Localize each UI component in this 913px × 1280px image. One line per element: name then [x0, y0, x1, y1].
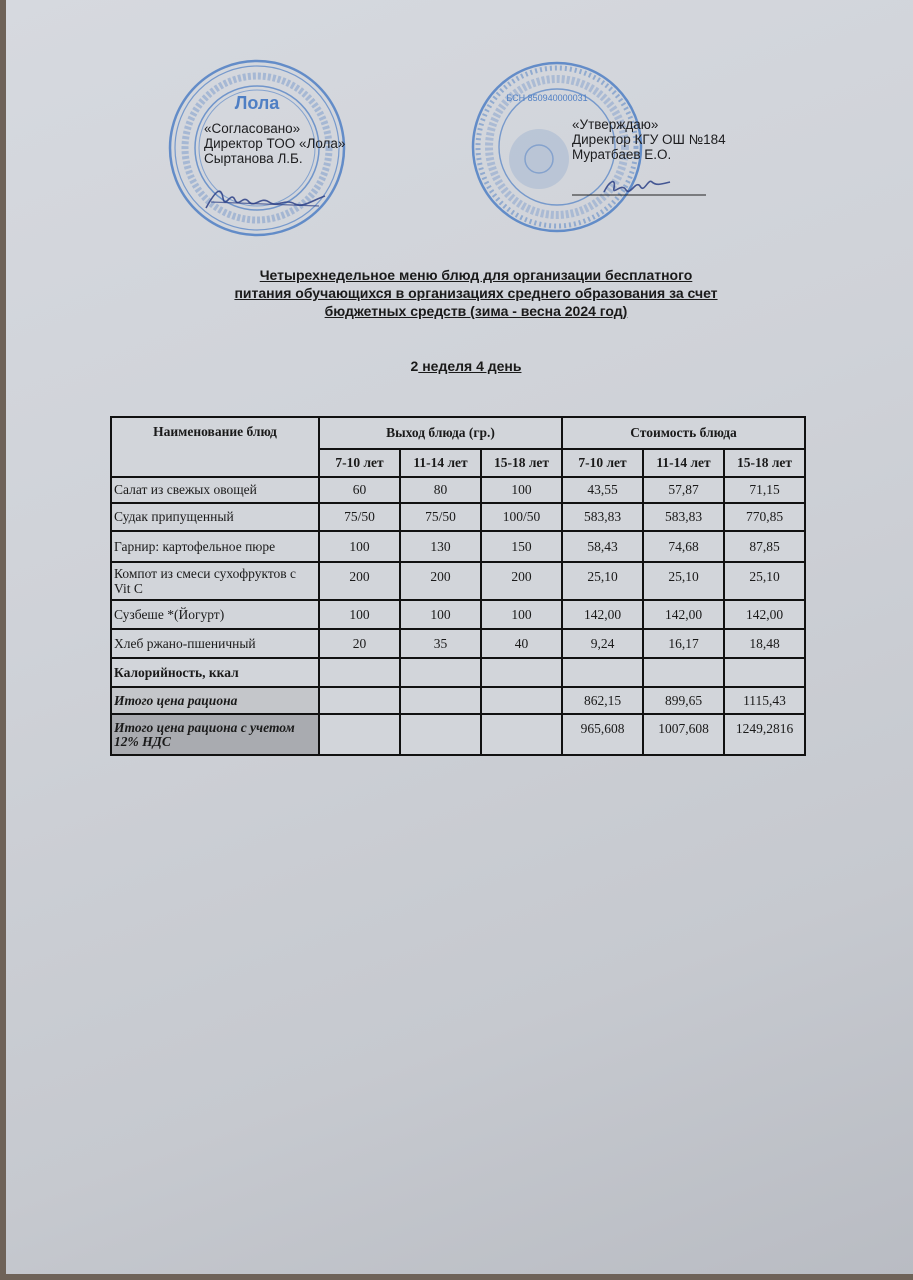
- dish-name: Гарнир: картофельное пюре: [111, 531, 319, 562]
- week-number: 2: [410, 358, 419, 374]
- cost-cell: 74,68: [643, 531, 724, 562]
- cost-cell: 18,48: [724, 629, 805, 658]
- yield-cell: 100/50: [481, 503, 562, 531]
- approval-label: «Согласовано»: [204, 121, 301, 136]
- total-vat-cost-cell: 965,608: [562, 714, 643, 755]
- cost-cell: 71,15: [724, 477, 805, 503]
- cost-cell: 25,10: [724, 562, 805, 600]
- yield-cell: 20: [319, 629, 400, 658]
- total-vat-cost-cell: 1249,2816: [724, 714, 805, 755]
- total-vat-cost-cell: 1007,608: [643, 714, 724, 755]
- approval-label: «Утверждаю»: [572, 117, 659, 132]
- header-dish-name: Наименование блюд: [111, 417, 319, 477]
- yield-cell: 75/50: [400, 503, 481, 531]
- title-line-1: Четырехнедельное меню блюд для организации бесплатного: [259, 267, 693, 283]
- header-yield-group: Выход блюда (гр.): [319, 417, 562, 449]
- yield-cell: 100: [400, 600, 481, 629]
- yield-cell: 130: [400, 531, 481, 562]
- empty-cell: [481, 714, 562, 755]
- dish-name: Салат из свежых овощей: [111, 477, 319, 503]
- cost-cell: 142,00: [643, 600, 724, 629]
- header-age-group: 7-10 лет: [562, 449, 643, 477]
- empty-cell: [319, 658, 400, 687]
- approval-name: Сыртанова Л.Б.: [204, 151, 303, 166]
- header-cost-group: Стоимость блюда: [562, 417, 805, 449]
- header-age-group: 11-14 лет: [400, 449, 481, 477]
- cost-cell: 16,17: [643, 629, 724, 658]
- total-cost-cell: 899,65: [643, 687, 724, 714]
- approval-name: Муратбаев Е.О.: [572, 147, 672, 162]
- empty-cell: [319, 714, 400, 755]
- total-cost-cell: 862,15: [562, 687, 643, 714]
- yield-cell: 100: [481, 600, 562, 629]
- table-row: [111, 629, 805, 658]
- dish-name: Хлеб ржано-пшеничный: [111, 629, 319, 658]
- header-age-group: 15-18 лет: [724, 449, 805, 477]
- title-line-2: питания обучающихся в организациях среднего образования за счет: [234, 285, 718, 301]
- calories-row: [111, 658, 805, 687]
- yield-cell: 35: [400, 629, 481, 658]
- table-header-row: [111, 417, 805, 449]
- yield-cell: 80: [400, 477, 481, 503]
- stamp-bin-text: БСН 850940000031: [506, 93, 588, 103]
- week-day-label: [386, 358, 546, 374]
- cost-cell: 43,55: [562, 477, 643, 503]
- menu-table: [110, 416, 806, 756]
- approval-block-left: [204, 121, 345, 166]
- yield-cell: 100: [481, 477, 562, 503]
- table-row: [111, 477, 805, 503]
- header-age-group: 15-18 лет: [481, 449, 562, 477]
- cost-cell: 583,83: [562, 503, 643, 531]
- approval-position: Директор ТОО «Лола»: [204, 136, 346, 151]
- cost-cell: 25,10: [643, 562, 724, 600]
- table-row: [111, 531, 805, 562]
- cost-cell: 58,43: [562, 531, 643, 562]
- table-row: [111, 503, 805, 531]
- table-row: [111, 600, 805, 629]
- empty-cell: [562, 658, 643, 687]
- dish-name: Судак припущенный: [111, 503, 319, 531]
- approval-position: Директор КГУ ОШ №184: [572, 132, 726, 147]
- cost-cell: 142,00: [562, 600, 643, 629]
- header-age-group: 11-14 лет: [643, 449, 724, 477]
- document-page: [6, 0, 913, 1274]
- cost-cell: 9,24: [562, 629, 643, 658]
- document-title: [186, 266, 766, 320]
- total-vat-row: [111, 714, 805, 755]
- signature-right: [566, 168, 716, 204]
- empty-cell: [400, 714, 481, 755]
- stamp-lola-text: Лола: [234, 93, 280, 113]
- table-row: [111, 562, 805, 600]
- empty-cell: [319, 687, 400, 714]
- header-age-group: 7-10 лет: [319, 449, 400, 477]
- cost-cell: 583,83: [643, 503, 724, 531]
- empty-cell: [724, 658, 805, 687]
- cost-cell: 142,00: [724, 600, 805, 629]
- yield-cell: 200: [319, 562, 400, 600]
- yield-cell: 60: [319, 477, 400, 503]
- cost-cell: 770,85: [724, 503, 805, 531]
- cost-cell: 87,85: [724, 531, 805, 562]
- total-row: [111, 687, 805, 714]
- yield-cell: 100: [319, 600, 400, 629]
- yield-cell: 40: [481, 629, 562, 658]
- empty-cell: [643, 658, 724, 687]
- empty-cell: [481, 658, 562, 687]
- signature-left: [201, 180, 331, 216]
- cost-cell: 57,87: [643, 477, 724, 503]
- total-label: Итого цена рациона: [111, 687, 319, 714]
- empty-cell: [481, 687, 562, 714]
- empty-cell: [400, 687, 481, 714]
- yield-cell: 100: [319, 531, 400, 562]
- calories-label: Калорийность, ккал: [111, 658, 319, 687]
- total-vat-label: Итого цена рациона с учетом 12% НДС: [111, 714, 319, 755]
- yield-cell: 200: [481, 562, 562, 600]
- yield-cell: 75/50: [319, 503, 400, 531]
- yield-cell: 150: [481, 531, 562, 562]
- dish-name: Сузбеше *(Йогурт): [111, 600, 319, 629]
- coat-of-arms-emblem: [509, 129, 569, 189]
- empty-cell: [400, 658, 481, 687]
- cost-cell: 25,10: [562, 562, 643, 600]
- total-cost-cell: 1115,43: [724, 687, 805, 714]
- yield-cell: 200: [400, 562, 481, 600]
- title-line-3: бюджетных средств (зима - весна 2024 год): [324, 303, 628, 319]
- dish-name: Компот из смеси сухофруктов с Vit C: [111, 562, 319, 600]
- approval-block-right: [572, 117, 726, 162]
- week-day-text: неделя 4 день: [418, 358, 522, 374]
